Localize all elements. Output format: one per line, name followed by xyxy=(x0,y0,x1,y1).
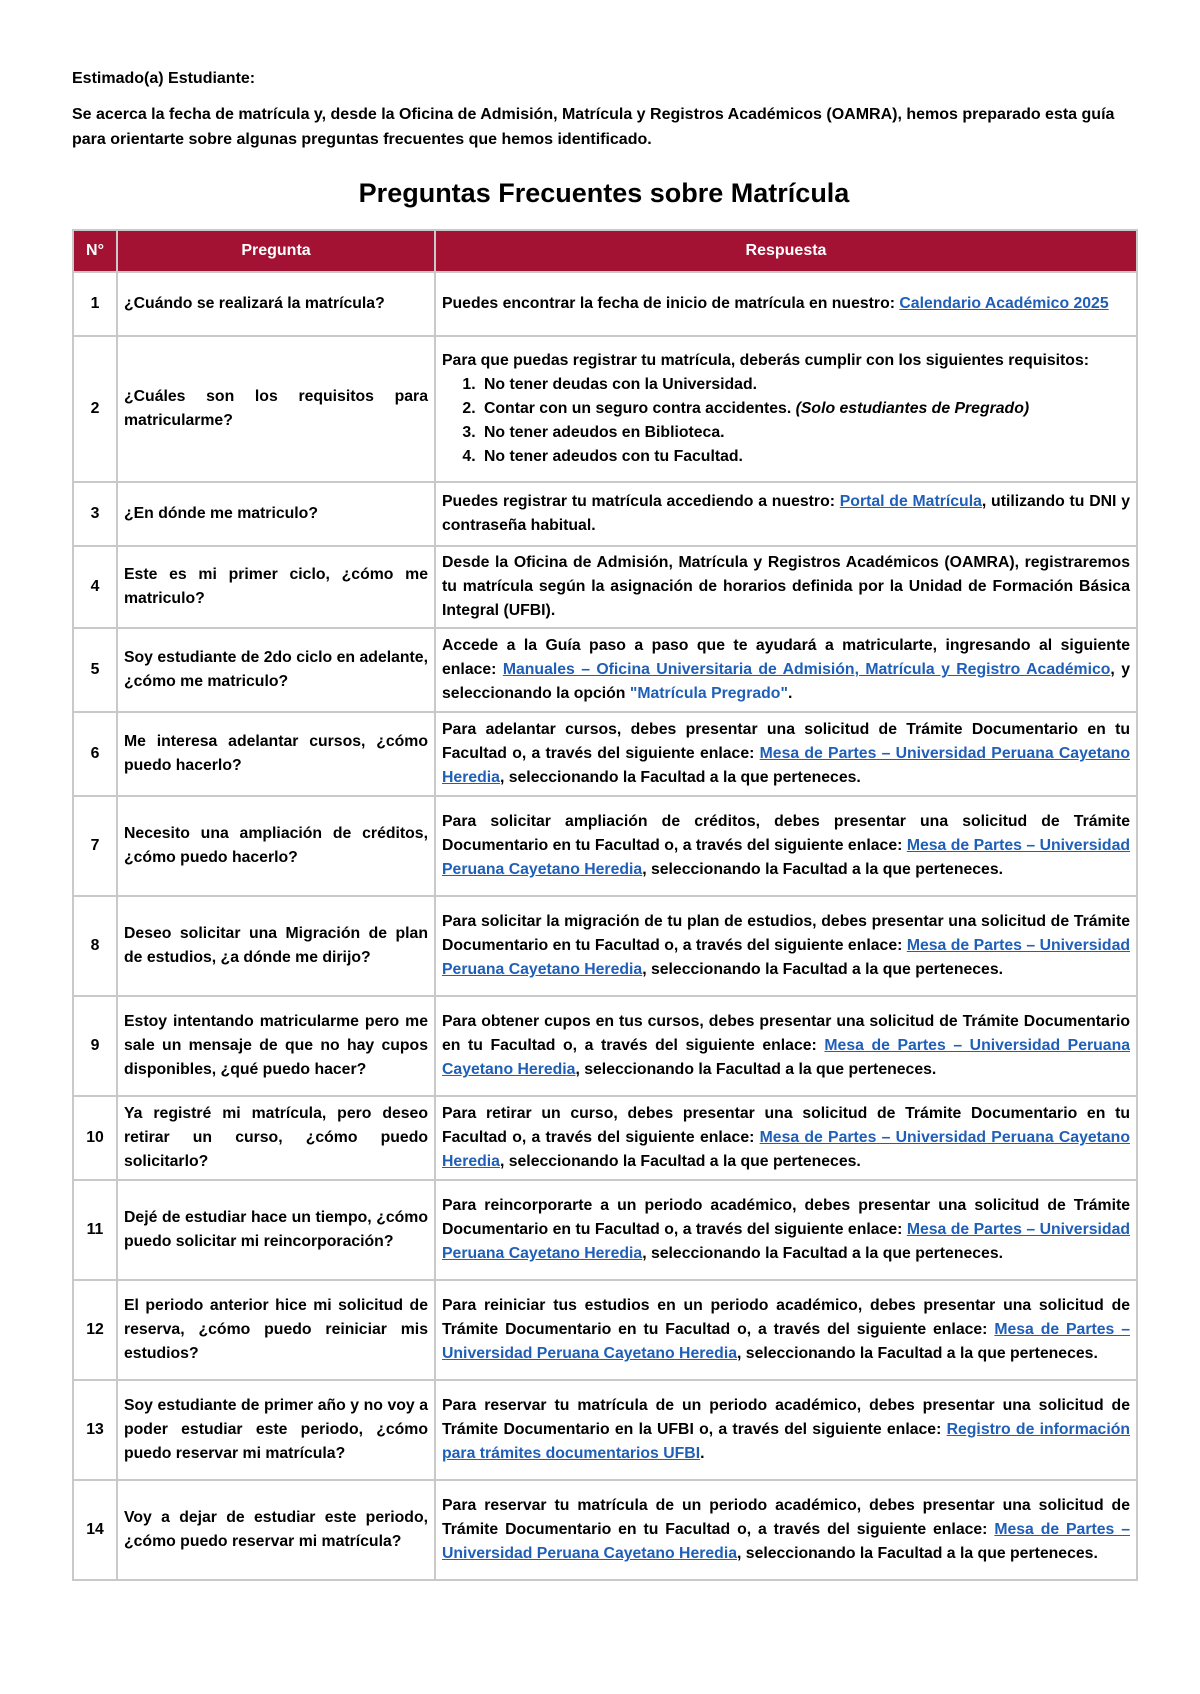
row-number: 6 xyxy=(73,712,117,796)
answer-cell xyxy=(435,628,1137,712)
answer-text: Para reservar tu matrícula de un periodo académico, debes presentar una solicitud de Trámite Documentario en tu Facultad o, a través del siguiente enlace: xyxy=(442,1497,1130,1538)
list-item: 3. No tener adeudos en Biblioteca. xyxy=(480,421,1130,445)
faq-row-3 xyxy=(73,482,1137,546)
answer-text-end: . xyxy=(787,685,793,702)
answer-text: Para que puedas registrar tu matrícula, deberás cumplir con los siguientes requisitos: xyxy=(442,352,1089,369)
manuales-link[interactable]: Manuales – Oficina Universitaria de Admisión, Matrícula y Registro Académico xyxy=(502,661,1111,678)
answer-text-end: , seleccionando la Facultad a la que perteneces. xyxy=(499,1153,861,1170)
question-cell: Soy estudiante de 2do ciclo en adelante, ¿cómo me matriculo? xyxy=(117,628,435,712)
faq-row-8 xyxy=(73,896,1137,996)
answer-text-end: , seleccionando la Facultad a la que perteneces. xyxy=(575,1061,937,1078)
answer-text: Para reiniciar tus estudios en un periodo académico, debes presentar una solicitud de Trámite Documentario en tu Facultad o, a través del siguiente enlace: xyxy=(442,1297,1130,1338)
answer-cell xyxy=(435,336,1137,482)
row-number: 11 xyxy=(73,1180,117,1280)
row-number: 3 xyxy=(73,482,117,546)
faq-row-6 xyxy=(73,712,1137,796)
question-cell: Soy estudiante de primer año y no voy a poder estudiar este periodo, ¿cómo puedo reservar mi matrícula? xyxy=(117,1380,435,1480)
row-number: 7 xyxy=(73,796,117,896)
mesa-de-partes-link[interactable]: Mesa de Partes – Universidad Peruana Cayetano Heredia xyxy=(442,745,1130,786)
faq-row-7 xyxy=(73,796,1137,896)
faq-row-13 xyxy=(73,1380,1137,1480)
requirements-list xyxy=(442,373,1130,469)
question-cell: Me interesa adelantar cursos, ¿cómo puedo hacerlo? xyxy=(117,712,435,796)
question-cell: Necesito una ampliación de créditos, ¿cómo puedo hacerlo? xyxy=(117,796,435,896)
row-number: 12 xyxy=(73,1280,117,1380)
portal-matricula-link[interactable]: Portal de Matrícula xyxy=(839,493,982,510)
answer-text: Para reincorporarte a un periodo académico, debes presentar una solicitud de Trámite Documentario en tu Facultad o, a través del siguiente enlace: xyxy=(442,1197,1130,1238)
question-cell: El periodo anterior hice mi solicitud de reserva, ¿cómo puedo reiniciar mis estudios? xyxy=(117,1280,435,1380)
mesa-de-partes-link[interactable]: Mesa de Partes – Universidad Peruana Cayetano Heredia xyxy=(442,937,1131,978)
faq-header-row xyxy=(73,230,1137,272)
faq-row-12 xyxy=(73,1280,1137,1380)
answer-text-end: . xyxy=(700,1445,705,1462)
answer-text-end: , utilizando tu DNI y contraseña habitual. xyxy=(442,493,1130,534)
row-number: 4 xyxy=(73,546,117,628)
answer-text: Para retirar un curso, debes presentar una solicitud de Trámite Documentario en tu Facultad o, a través del siguiente enlace: xyxy=(442,1105,1130,1146)
intro-paragraph: Se acerca la fecha de matrícula y, desde la Oficina de Admisión, Matrícula y Registros Académicos (OAMRA), hemos preparado esta guía para orientarte sobre algunas preguntas frecuentes que hemos identificado. xyxy=(72,106,1115,148)
header-question: Pregunta xyxy=(117,230,435,272)
answer-text: Accede a la Guía paso a paso que te ayudará a matricularte, ingresando al siguiente enlace: xyxy=(442,637,1130,678)
question-cell: Deseo solicitar una Migración de plan de estudios, ¿a dónde me dirijo? xyxy=(117,896,435,996)
answer-text: Para adelantar cursos, debes presentar una solicitud de Trámite Documentario en tu Facultad o, a través del siguiente enlace: xyxy=(442,721,1130,762)
greeting: Estimado(a) Estudiante: xyxy=(72,70,256,87)
answer-cell xyxy=(435,272,1137,336)
answer-text-end: , seleccionando la Facultad a la que perteneces. xyxy=(642,1245,1004,1262)
answer-text: Para obtener cupos en tus cursos, debes presentar una solicitud de Trámite Documentario en tu Facultad o, a través del siguiente enlace: xyxy=(442,1013,1130,1054)
question-cell: Este es mi primer ciclo, ¿cómo me matriculo? xyxy=(117,546,435,628)
faq-row-2 xyxy=(73,336,1137,482)
answer-text: Para solicitar ampliación de créditos, debes presentar una solicitud de Trámite Documentario en tu Facultad o, a través del siguiente enlace: xyxy=(442,813,1130,854)
answer-text-end: , seleccionando la Facultad a la que perteneces. xyxy=(642,961,1004,978)
row-number: 8 xyxy=(73,896,117,996)
answer-cell xyxy=(435,1280,1137,1380)
mesa-de-partes-link[interactable]: Mesa de Partes – Universidad Peruana Cayetano Heredia xyxy=(442,1037,1131,1078)
mesa-de-partes-link[interactable]: Mesa de Partes – Universidad Peruana Cayetano Heredia xyxy=(442,837,1131,878)
page-title: Preguntas Frecuentes sobre Matrícula xyxy=(358,178,850,208)
faq-row-1 xyxy=(73,272,1137,336)
question-cell: Ya registré mi matrícula, pero deseo retirar un curso, ¿cómo puedo solicitarlo? xyxy=(117,1096,435,1180)
question-cell: Estoy intentando matricularme pero me sale un mensaje de que no hay cupos disponibles, ¿qué puedo hacer? xyxy=(117,996,435,1096)
answer-cell xyxy=(435,1380,1137,1480)
answer-text-end: , seleccionando la Facultad a la que perteneces. xyxy=(737,1545,1098,1562)
answer-cell xyxy=(435,482,1137,546)
pregrado-note: (Solo estudiantes de Pregrado) xyxy=(795,400,1030,417)
list-item xyxy=(480,397,1130,421)
row-number: 10 xyxy=(73,1096,117,1180)
header-num: N° xyxy=(73,230,117,272)
faq-row-4 xyxy=(73,546,1137,628)
list-item: 4. No tener adeudos con tu Facultad. xyxy=(480,445,1130,469)
answer-cell: Desde la Oficina de Admisión, Matrícula y Registros Académicos (OAMRA), registraremos tu matrícula según la asignación de horarios definida por la Unidad de Formación Básica Integral (UFBI). xyxy=(435,546,1137,628)
question-cell: ¿Cuáles son los requisitos para matricularme? xyxy=(117,336,435,482)
answer-text-end: , seleccionando la Facultad a la que perteneces. xyxy=(499,769,861,786)
answer-cell xyxy=(435,1096,1137,1180)
mesa-de-partes-link[interactable]: Mesa de Partes – Universidad Peruana Cayetano Heredia xyxy=(442,1129,1130,1170)
matricula-pregrado-option: "Matrícula Pregrado" xyxy=(629,685,788,702)
calendario-link[interactable]: Calendario Académico 2025 xyxy=(899,295,1109,312)
answer-text: Puedes registrar tu matrícula accediendo a nuestro: xyxy=(442,493,840,510)
list-item: 1. No tener deudas con la Universidad. xyxy=(480,373,1130,397)
question-cell: Dejé de estudiar hace un tiempo, ¿cómo puedo solicitar mi reincorporación? xyxy=(117,1180,435,1280)
row-number: 1 xyxy=(73,272,117,336)
row-number: 14 xyxy=(73,1480,117,1580)
row-number: 2 xyxy=(73,336,117,482)
answer-text-mid: , y seleccionando la opción xyxy=(442,661,1130,702)
faq-row-9 xyxy=(73,996,1137,1096)
faq-table xyxy=(72,229,1138,1581)
mesa-de-partes-link[interactable]: Mesa de Partes – Universidad Peruana Cayetano Heredia xyxy=(442,1521,1130,1562)
registro-ufbi-link[interactable]: Registro de información para trámites documentarios UFBI xyxy=(442,1421,1131,1462)
row-number: 9 xyxy=(73,996,117,1096)
answer-text-end: , seleccionando la Facultad a la que perteneces. xyxy=(737,1345,1098,1362)
row-number: 5 xyxy=(73,628,117,712)
answer-cell xyxy=(435,1180,1137,1280)
answer-cell xyxy=(435,1480,1137,1580)
question-cell: ¿En dónde me matriculo? xyxy=(117,482,435,546)
answer-cell xyxy=(435,996,1137,1096)
answer-text-end: , seleccionando la Facultad a la que perteneces. xyxy=(642,861,1004,878)
mesa-de-partes-link[interactable]: Mesa de Partes – Universidad Peruana Cayetano Heredia xyxy=(442,1321,1130,1362)
list-item-text: Contar con un seguro contra accidentes. xyxy=(484,400,792,417)
answer-cell xyxy=(435,712,1137,796)
answer-cell xyxy=(435,796,1137,896)
faq-row-14 xyxy=(73,1480,1137,1580)
row-number: 13 xyxy=(73,1380,117,1480)
mesa-de-partes-link[interactable]: Mesa de Partes – Universidad Peruana Cayetano Heredia xyxy=(442,1221,1131,1262)
faq-row-11 xyxy=(73,1180,1137,1280)
faq-row-10 xyxy=(73,1096,1137,1180)
answer-text: Para solicitar la migración de tu plan de estudios, debes presentar una solicitud de Trámite Documentario en tu Facultad o, a través del siguiente enlace: xyxy=(442,913,1130,954)
answer-cell xyxy=(435,896,1137,996)
question-cell: Voy a dejar de estudiar este periodo, ¿cómo puedo reservar mi matrícula? xyxy=(117,1480,435,1580)
document-page xyxy=(72,70,1140,1581)
question-cell: ¿Cuándo se realizará la matrícula? xyxy=(117,272,435,336)
answer-text: Para reservar tu matrícula de un periodo académico, debes presentar una solicitud de Trámite Documentario en la UFBI o, a través del siguiente enlace: xyxy=(442,1397,1130,1438)
faq-row-5 xyxy=(73,628,1137,712)
header-answer: Respuesta xyxy=(435,230,1137,272)
answer-text: Puedes encontrar la fecha de inicio de matrícula en nuestro: xyxy=(442,295,900,312)
